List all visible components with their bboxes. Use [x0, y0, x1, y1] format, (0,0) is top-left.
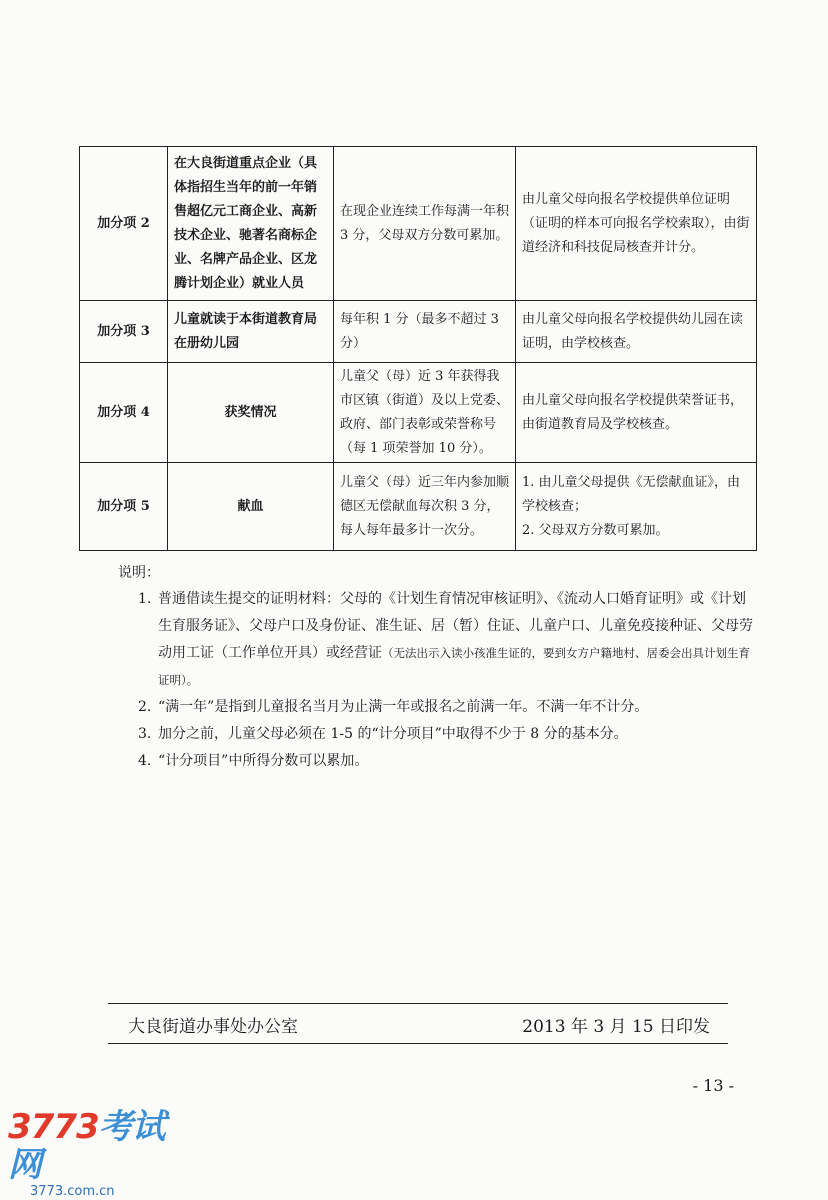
- condition-cell: 在大良街道重点企业（具体指招生当年的前一年销售超亿元工商企业、高新技术企业、驰著名商标企业、名牌产品企业、区龙腾计划企业）就业人员: [168, 147, 334, 301]
- note-number: 2.: [138, 699, 152, 715]
- list-item: [138, 748, 758, 775]
- note-text: “计分项目”中所得分数可以累加。: [158, 753, 369, 769]
- table-row: [80, 463, 757, 551]
- list-item: [138, 586, 758, 694]
- item-cell: 加分项 3: [80, 301, 168, 363]
- score-cell: 在现企业连续工作每满一年积 3 分，父母双方分数可累加。: [334, 147, 516, 301]
- table-row: [80, 147, 757, 301]
- note-small-text: （无法出示入读小孩准生证的，要到女方户籍地村、居委会出具计划生育证明）。: [158, 646, 750, 687]
- notes-list: [118, 586, 758, 775]
- score-cell: 儿童父（母）近 3 年获得我市区镇（街道）及以上党委、政府、部门表彰或荣誉称号（每 1 项荣誉加 10 分）。: [334, 363, 516, 463]
- note-number: 4.: [138, 753, 152, 769]
- footer-bottom-rule: [108, 1043, 728, 1044]
- scoring-table: [79, 146, 757, 551]
- condition-cell: 献血: [168, 463, 334, 551]
- footer-top-rule: [108, 1003, 728, 1004]
- condition-cell: 儿童就读于本街道教育局在册幼儿园: [168, 301, 334, 363]
- note-text: 加分之前，儿童父母必须在 1-5 的“计分项目”中取得不少于 8 分的基本分。: [158, 726, 628, 742]
- item-cell: 加分项 4: [80, 363, 168, 463]
- proof-cell: 由儿童父母向报名学校提供荣誉证书，由街道教育局及学校核查。: [516, 363, 757, 463]
- issue-date: 2013 年 3 月 15 日印发: [522, 1017, 710, 1037]
- note-number: 1.: [138, 591, 152, 607]
- notes-title: 说明：: [118, 565, 160, 581]
- note-text: “满一年”是指到儿童报名当月为止满一年或报名之前满一年。不满一年不计分。: [158, 699, 649, 715]
- logo-brand: 3773考试网: [8, 1107, 165, 1185]
- notes-section: [118, 560, 758, 775]
- note-text: 普通借读生提交的证明材料：父母的《计划生育情况审核证明》、《流动人口婚育证明》或《计划生育服务证》、父母户口及身份证、准生证、居（暂）住证、儿童户口、儿童免疫接种证、父母劳动用工证（工作单位开具）或经营证: [158, 591, 753, 661]
- proof-cell: [516, 463, 757, 551]
- logo-url: 3773.com.cn: [30, 1184, 115, 1199]
- proof-line: 1. 由儿童父母提供《无偿献血证》，由学校核查；: [522, 474, 741, 514]
- proof-cell: 由儿童父母向报名学校提供单位证明（证明的样本可向报名学校索取），由街道经济和科技促局核查并计分。: [516, 147, 757, 301]
- condition-cell: 获奖情况: [168, 363, 334, 463]
- table-row: [80, 363, 757, 463]
- list-item: [138, 694, 758, 721]
- score-cell: 儿童父（母）近三年内参加顺德区无偿献血每次积 3 分，每人每年最多计一次分。: [334, 463, 516, 551]
- item-cell: 加分项 5: [80, 463, 168, 551]
- item-cell: 加分项 2: [80, 147, 168, 301]
- table-row: [80, 301, 757, 363]
- list-item: [138, 721, 758, 748]
- page-number: - 13 -: [692, 1076, 734, 1095]
- score-cell: 每年积 1 分（最多不超过 3 分）: [334, 301, 516, 363]
- proof-line: 2. 父母双方分数可累加。: [522, 522, 669, 538]
- note-number: 3.: [138, 726, 152, 742]
- watermark-logo: [8, 1107, 183, 1199]
- issuing-office: 大良街道办事处办公室: [128, 1017, 298, 1037]
- proof-cell: 由儿童父母向报名学校提供幼儿园在读证明，由学校核查。: [516, 301, 757, 363]
